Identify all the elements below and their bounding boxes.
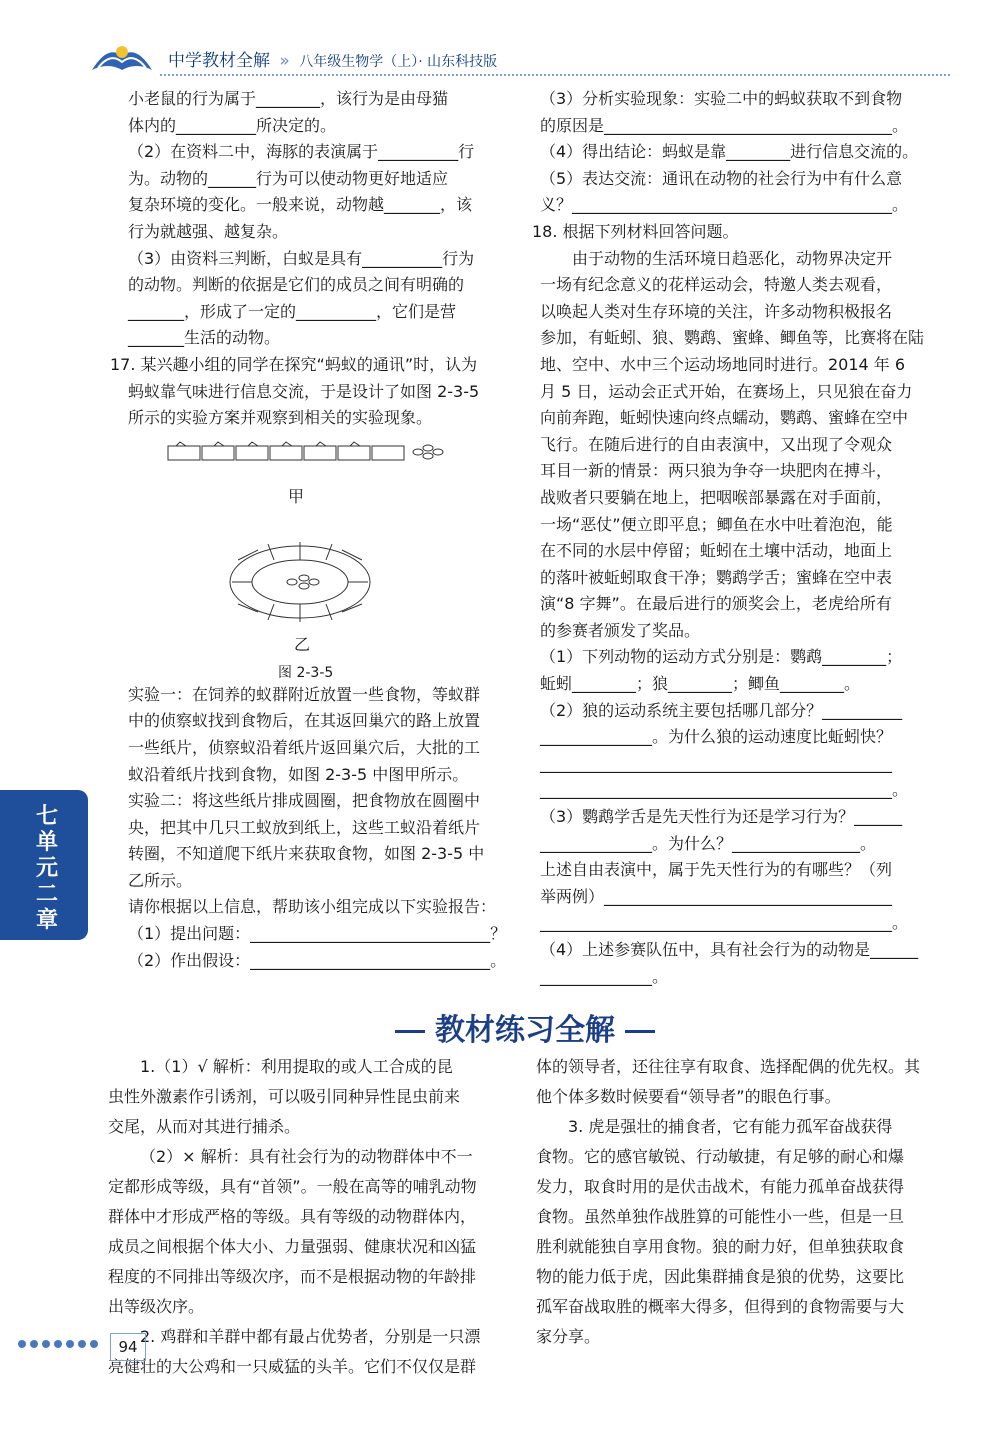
text-line: 实验一：在饲养的蚁群附近放置一些食物，等蚁群 bbox=[128, 684, 481, 704]
answer-line: 发力，取食时用的是伏击战术，有能力孤单奋战获得 bbox=[536, 1177, 905, 1196]
text-line: 蚁沿着纸片找到食物，如图 2-3-5 中图甲所示。 bbox=[128, 764, 469, 784]
question-17: 17. 某兴趣小组的同学在探究“蚂蚁的通讯”时，认为 bbox=[110, 354, 478, 374]
passage-line: 由于动物的生活环境日趋恶化，动物界决定开 bbox=[572, 248, 893, 268]
text-line: 一些纸片，侦察蚁沿着纸片返回巢穴后，大批的工 bbox=[128, 737, 481, 757]
passage-line: 以唤起人类对生存环境的关注，许多动物积极报名 bbox=[540, 301, 893, 321]
answer-line: 他个体多数时候要看“领导者”的眼色行事。 bbox=[536, 1087, 841, 1106]
header-divider bbox=[160, 74, 950, 76]
question-line: 举两例）____________________________________ bbox=[540, 886, 893, 906]
text-line: 中的侦察蚁找到食物后，在其返回巢穴的路上放置 bbox=[128, 711, 481, 731]
answer-line: 群体中才形成严格的等级。具有等级的动物群体内， bbox=[108, 1207, 477, 1226]
text-line: 为。动物的______行为可以使动物更好地适应 bbox=[128, 168, 449, 188]
passage-line: 参加，有蚯蚓、狼、鹦鹉、蜜蜂、鲫鱼等，比赛将在陆 bbox=[540, 328, 925, 348]
text-line: 请你根据以上信息，帮助该小组完成以下实验报告： bbox=[128, 897, 497, 917]
passage-line: 向前奔跑，蚯蚓快速向终点蠕动，鹦鹉、蜜蜂在空中 bbox=[540, 408, 909, 428]
text-line: 实验二：将这些纸片排成圆圈，把食物放在圆圈中 bbox=[128, 791, 481, 811]
text-line: 蚂蚁靠气味进行信息交流，于是设计了如图 2-3-5 bbox=[128, 381, 480, 401]
text-line: （2）作出假设：______________________________。 bbox=[128, 950, 507, 970]
passage-line: 一场“恶仗”便立即平息；鲫鱼在水中吐着泡泡，能 bbox=[540, 514, 893, 534]
footer-dots bbox=[18, 1333, 102, 1352]
page-number: 94 bbox=[110, 1333, 146, 1361]
text-line: 义？________________________________________。 bbox=[540, 195, 909, 215]
passage-line: 演“8 字舞”。在最后进行的颁奖会上，老虎给所有 bbox=[540, 594, 892, 614]
text-line: 小老鼠的行为属于________，该行为是由母猫 bbox=[128, 89, 449, 108]
question-line: （1）下列动物的运动方式分别是：鹦鹉________； bbox=[540, 647, 903, 667]
text-line: 所示的实验方案并观察到相关的实验现象。 bbox=[128, 408, 433, 428]
experiment-a-strip bbox=[168, 442, 443, 460]
section-title-text: 教材练习全解 bbox=[435, 1013, 615, 1048]
text-line: （3）由资料三判断，白蚁是具有__________行为 bbox=[128, 248, 475, 268]
passage-line: 月 5 日，运动会正式开始，在赛场上，只见狼在奋力 bbox=[540, 381, 913, 401]
answer-line: 2. 鸡群和羊群中都有最占优势者，分别是一只漂 bbox=[140, 1327, 481, 1346]
text-line: _______，形成了一定的__________，它们是营 bbox=[128, 301, 457, 321]
answer-line: 1.（1）√ 解析：利用提取的或人工合成的昆 bbox=[140, 1057, 453, 1076]
book-subtitle: 八年级生物学（上）· 山东科技版 bbox=[299, 54, 498, 70]
question-line: ______________。为什么狼的运动速度比蚯蚓快？ bbox=[540, 727, 893, 747]
text-line: 的动物。判断的依据是它们的成员之间有明确的 bbox=[128, 275, 465, 295]
figure-caption: 图 2-3-5 bbox=[278, 664, 334, 681]
chapter-side-tab bbox=[0, 790, 88, 940]
text-line: 复杂环境的变化。一般来说，动物越_______，该 bbox=[128, 195, 473, 215]
right-column bbox=[532, 86, 950, 990]
experiment-b-ring bbox=[230, 542, 370, 622]
answer-line: 成员之间根据个体大小、力量强弱、健康状况和凶猛 bbox=[108, 1237, 477, 1256]
answers-left-column bbox=[108, 1052, 518, 1382]
text-line: （3）分析实验现象：实验二中的蚂蚁获取不到食物 bbox=[540, 89, 903, 108]
passage-line: 的落叶被蚯蚓取食干净；鹦鹉学舌；蜜蜂在空中表 bbox=[540, 567, 893, 587]
answer-line: 虫性外激素作引诱剂，可以吸引同种异性昆虫前来 bbox=[108, 1087, 461, 1106]
text-line: 体内的__________所决定的。 bbox=[128, 115, 337, 135]
text-line: _______生活的动物。 bbox=[128, 328, 281, 348]
text-line: （1）提出问题：______________________________？ bbox=[128, 924, 507, 944]
question-line: 蚯蚓________；狼________；鲫鱼________。 bbox=[540, 674, 861, 694]
passage-line: 地、空中、水中三个运动场地同时进行。2014 年 6 bbox=[540, 354, 906, 374]
title-dash-right bbox=[625, 1030, 655, 1033]
question-line: ______________。为什么？________________。 bbox=[540, 833, 877, 853]
text-line: 央，把其中几只工蚁放到纸上，这些工蚁沿着纸片 bbox=[128, 817, 481, 837]
separator-icon: » bbox=[279, 51, 290, 71]
text-line: （4）得出结论：蚂蚁是靠________进行信息交流的。 bbox=[540, 142, 919, 162]
section-title bbox=[380, 1005, 670, 1049]
passage-line: 耳目一新的情景：两只狼为争夺一块肥肉在搏斗， bbox=[540, 461, 893, 481]
figure-2-3-5 bbox=[128, 432, 508, 682]
answer-line: （2）× 解析：具有社会行为的动物群体中不一 bbox=[140, 1147, 473, 1166]
answers-right-column bbox=[536, 1052, 950, 1352]
answer-line: 孤军奋战取胜的概率大得多，但得到的食物需要与大 bbox=[536, 1297, 905, 1316]
answer-line: 3. 虎是强壮的捕食者，它有能力孤军奋战获得 bbox=[568, 1117, 893, 1136]
header-title bbox=[168, 46, 497, 71]
text-line: 乙所示。 bbox=[128, 870, 193, 890]
book-logo-icon bbox=[88, 40, 156, 76]
passage-line: 飞行。在随后进行的自由表演中，又出现了令观众 bbox=[540, 434, 893, 454]
answer-line: 程度的不同排出等级次序，而不是根据动物的年龄排 bbox=[108, 1267, 477, 1286]
passage-line: 的参赛者颁发了奖品。 bbox=[540, 620, 701, 640]
answer-line: 亮健壮的大公鸡和一只威猛的头羊。它们不仅仅是群 bbox=[108, 1357, 477, 1376]
figure-label-a: 甲 bbox=[288, 486, 305, 506]
answer-line: 交尾，从而对其进行捕杀。 bbox=[108, 1117, 301, 1136]
answer-line: 食物。虽然单独作战胜算的可能性小一些，但是一旦 bbox=[536, 1207, 905, 1226]
passage-line: 一场有纪念意义的花样运动会，特邀人类去观看， bbox=[540, 275, 893, 295]
title-dash-left bbox=[395, 1030, 425, 1033]
figure-label-b: 乙 bbox=[294, 634, 311, 654]
question-line: （3）鹦鹉学舌是先天性行为还是学习行为？______ bbox=[540, 807, 903, 827]
text-line: 的原因是____________________________________。 bbox=[540, 115, 909, 135]
book-title: 中学教材全解 bbox=[168, 51, 270, 71]
answer-line: 食物。它的感官敏锐、行动敏捷，有足够的耐心和爆 bbox=[536, 1147, 905, 1166]
answer-line: 胜利就能独自享用食物。狼的耐力好，但单独获取食 bbox=[536, 1237, 905, 1256]
text-line: 行为就越强、越复杂。 bbox=[128, 221, 289, 241]
question-line: ____________________________________________。 bbox=[540, 780, 909, 800]
answer-line: 定都形成等级，具有“首领”。一般在高等的哺乳动物 bbox=[108, 1177, 477, 1196]
text-line: （5）表达交流：通讯在动物的社会行为中有什么意 bbox=[540, 168, 903, 188]
answer-line: 出等级次序。 bbox=[108, 1297, 205, 1316]
answer-line: 家分享。 bbox=[536, 1327, 601, 1346]
question-line: ____________________________________________ bbox=[540, 753, 892, 773]
page-header bbox=[0, 0, 1000, 80]
question-line: 上述自由表演中，属于先天性行为的有哪些？（列 bbox=[540, 860, 893, 880]
ant-experiment-diagram bbox=[128, 432, 508, 682]
left-column bbox=[110, 86, 508, 974]
side-tab-label: 七单元二章 bbox=[36, 804, 59, 933]
question-line: （4）上述参赛队伍中，具有社会行为的动物是______ bbox=[540, 940, 919, 959]
question-line: ______________。 bbox=[540, 966, 669, 986]
text-line: （2）在资料二中，海豚的表演属于__________行 bbox=[128, 142, 475, 162]
answer-line: 体的领导者，还往往享有取食、选择配偶的优先权。其 bbox=[536, 1057, 921, 1076]
passage-line: 在不同的水层中停留；蚯蚓在土壤中活动，地面上 bbox=[540, 541, 893, 561]
answer-line: 物的能力低于虎，因此集群捕食是狼的优势，这要比 bbox=[536, 1267, 905, 1286]
text-line: 转圈，不知道爬下纸片来获取食物，如图 2-3-5 中 bbox=[128, 844, 485, 864]
question-18: 18. 根据下列材料回答问题。 bbox=[532, 221, 739, 241]
question-line: （2）狼的运动系统主要包括哪几部分？__________ bbox=[540, 700, 903, 720]
question-line: ____________________________________________。 bbox=[540, 913, 909, 933]
passage-line: 战败者只要躺在地上，把咽喉部暴露在对手面前， bbox=[540, 487, 893, 507]
